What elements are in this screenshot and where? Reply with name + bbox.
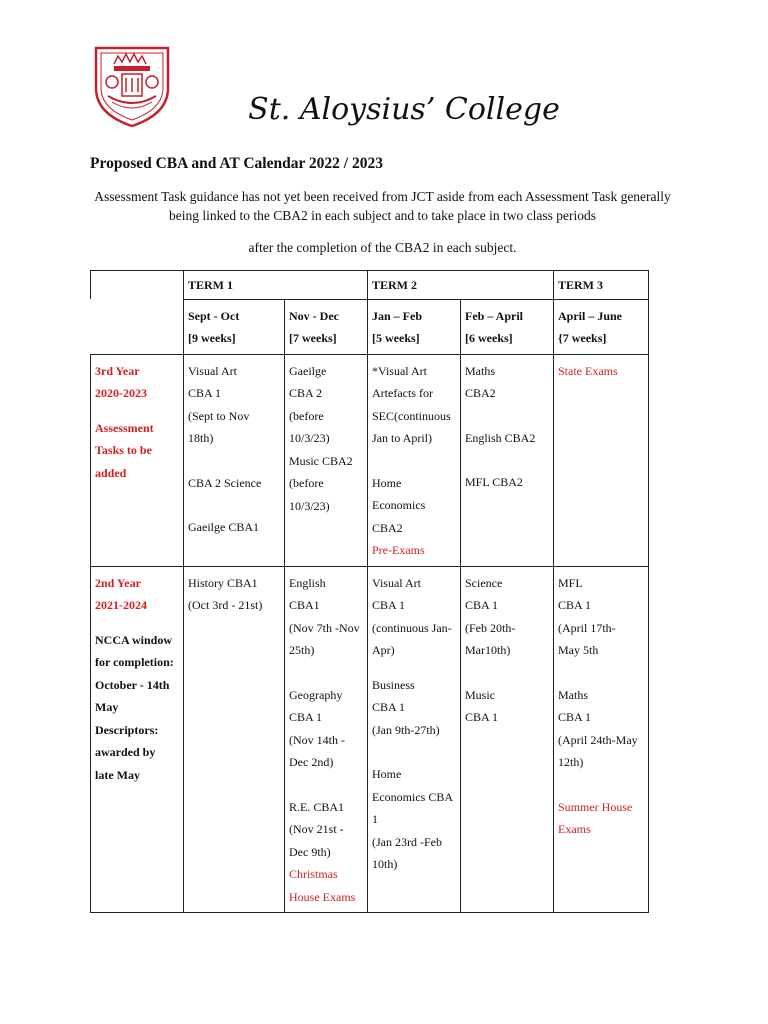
period-header: Sept - Oct [9 weeks] (184, 299, 285, 354)
period-header: Jan – Feb [5 weeks] (368, 299, 461, 354)
cell: Gaeilge CBA 2 (before 10/3/23) Music CBA2 (before 10/3/23) (285, 354, 368, 566)
cell: *Visual Art Artefacts for SEC(continuous Jan to April) Home Economics CBA2 Pre-Exams (368, 354, 461, 566)
year-row-3rd (91, 354, 649, 566)
period-header: Feb – April [6 weeks] (461, 299, 554, 354)
college-name: St. Aloysius’ College (248, 92, 560, 127)
term-header-row (91, 271, 649, 300)
row-label: 2nd Year 2021-2024 NCCA window for completion: October - 14th May Descriptors: awarded by late May (91, 566, 184, 913)
intro-paragraph: Assessment Task guidance has not yet been received from JCT aside from each Assessment Task generally being linked to the CBA2 in each subject and to take place in two class periods (94, 189, 671, 223)
row-label: 3rd Year 2020-2023 Assessment Tasks to be added (91, 354, 184, 566)
cell: MFL CBA 1 (April 17th- May 5th Maths CBA 1 (April 24th-May 12th) Summer House Exams (554, 566, 649, 913)
cell: Visual Art CBA 1 (Sept to Nov 18th) CBA 2 Science Gaeilge CBA1 (184, 354, 285, 566)
cell: Maths CBA2 English CBA2 MFL CBA2 (461, 354, 554, 566)
intro-paragraph-continued: after the completion of the CBA2 in each subject. (248, 240, 517, 255)
period-header: Nov - Dec [7 weeks] (285, 299, 368, 354)
cell: English CBA1 (Nov 7th -Nov 25th) Geography CBA 1 (Nov 14th - Dec 2nd) R.E. CBA1 (Nov 21st - Dec 9th) Christmas House Exams (285, 566, 368, 913)
corner-cell (91, 271, 184, 300)
year-row-2nd (91, 566, 649, 913)
term-2-header: TERM 2 (368, 271, 554, 300)
cell: Science CBA 1 (Feb 20th- Mar10th) Music CBA 1 (461, 566, 554, 913)
term-3-header: TERM 3 (554, 271, 649, 300)
period-header: April – June {7 weeks] (554, 299, 649, 354)
cell: State Exams (554, 354, 649, 566)
cell: Visual Art CBA 1 (continuous Jan- Apr) Business CBA 1 (Jan 9th-27th) Home Economics CBA 1 (Jan 23rd -Feb 10th) (368, 566, 461, 913)
calendar-table (90, 270, 649, 913)
term-1-header: TERM 1 (184, 271, 368, 300)
period-header-row (91, 299, 649, 354)
cell: History CBA1 (Oct 3rd - 21st) (184, 566, 285, 913)
document-title: Proposed CBA and AT Calendar 2022 / 2023 (90, 155, 383, 172)
